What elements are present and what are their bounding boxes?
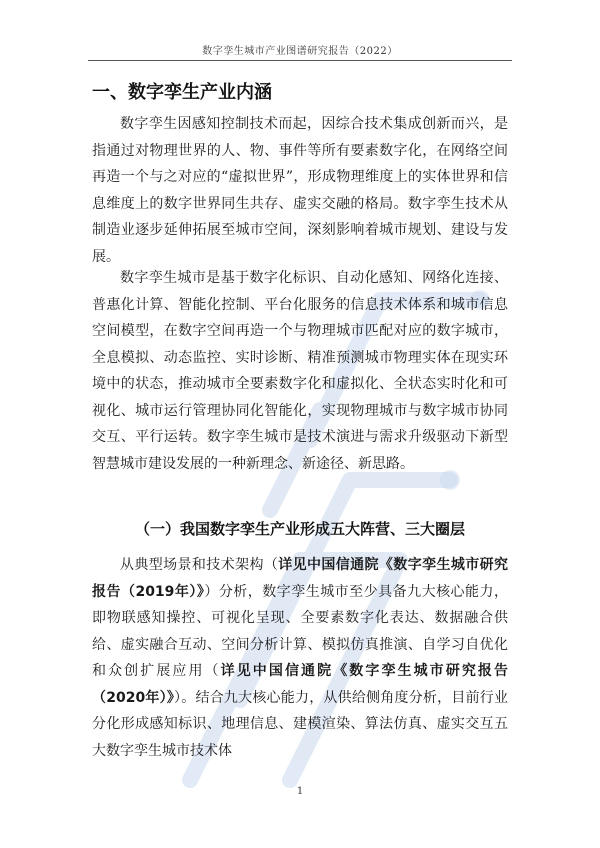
header-rule: [88, 60, 512, 61]
paragraph-3: [92, 552, 508, 764]
subsection-heading: （一）我国数字孪生产业形成五大阵营、三大圈层: [134, 520, 465, 538]
reference-2020-report: 详见中国信通院《数字孪生城市研究报告（2020年）》: [92, 663, 508, 706]
paragraph-3-text-b: ）分析，数字孪生城市至少具备九大核心能力，即物联感知操控、可视化呈现、全要素数字化表达、数据融合供给、虚实融合互动、空间分析计算、模拟仿真推演、自学习自优化和众创扩展应用（: [92, 583, 508, 679]
page-number: 1: [296, 786, 304, 797]
section-heading: 一、数字孪生产业内涵: [92, 82, 272, 103]
paragraph-2: 数字孪生城市是基于数字化标识、自动化感知、网络化连接、普惠化计算、智能化控制、平台化服务的信息技术体系和城市信息空间模型，在数字空间再造一个与物理城市匹配对应的数字城市，全息模拟、动态监控、实时诊断、精准预测城市物理实体在现实环境中的状态，推动城市全要素数字化和虚拟化、全状态实时化和可视化、城市运行管理协同化智能化，实现物理城市与数字城市协同交互、平行运转。数字孪生城市是技术演进与需求升级驱动下新型智慧城市建设发展的一种新理念、新途径、新思路。: [92, 270, 508, 472]
paragraph-1: 数字孪生因感知控制技术而起，因综合技术集成创新而兴，是指通过对物理世界的人、物、事件等所有要素数字化，在网络空间再造一个与之对应的“虚拟世界”，形成物理维度上的实体世界和信息维度上的数字世界同生共存、虚实交融的格局。数字孪生技术从制造业逐步延伸拓展至城市空间，深刻影响着城市规划、建设与发展。: [92, 116, 508, 265]
paragraph-3-text-a: 从典型场景和技术架构（: [120, 557, 279, 573]
paragraph-3-text-c: ）。结合九大核心能力，从供给侧角度分析，目前行业分化形成感知标识、地理信息、建模渲染、算法仿真、虚实交互五大数字孪生城市技术体: [92, 689, 508, 759]
running-header: 数字孪生城市产业图谱研究报告（2022）: [202, 46, 398, 57]
reference-2019-report: 详见中国信通院《数字孪生城市研究报告（2019年）》: [92, 557, 509, 600]
